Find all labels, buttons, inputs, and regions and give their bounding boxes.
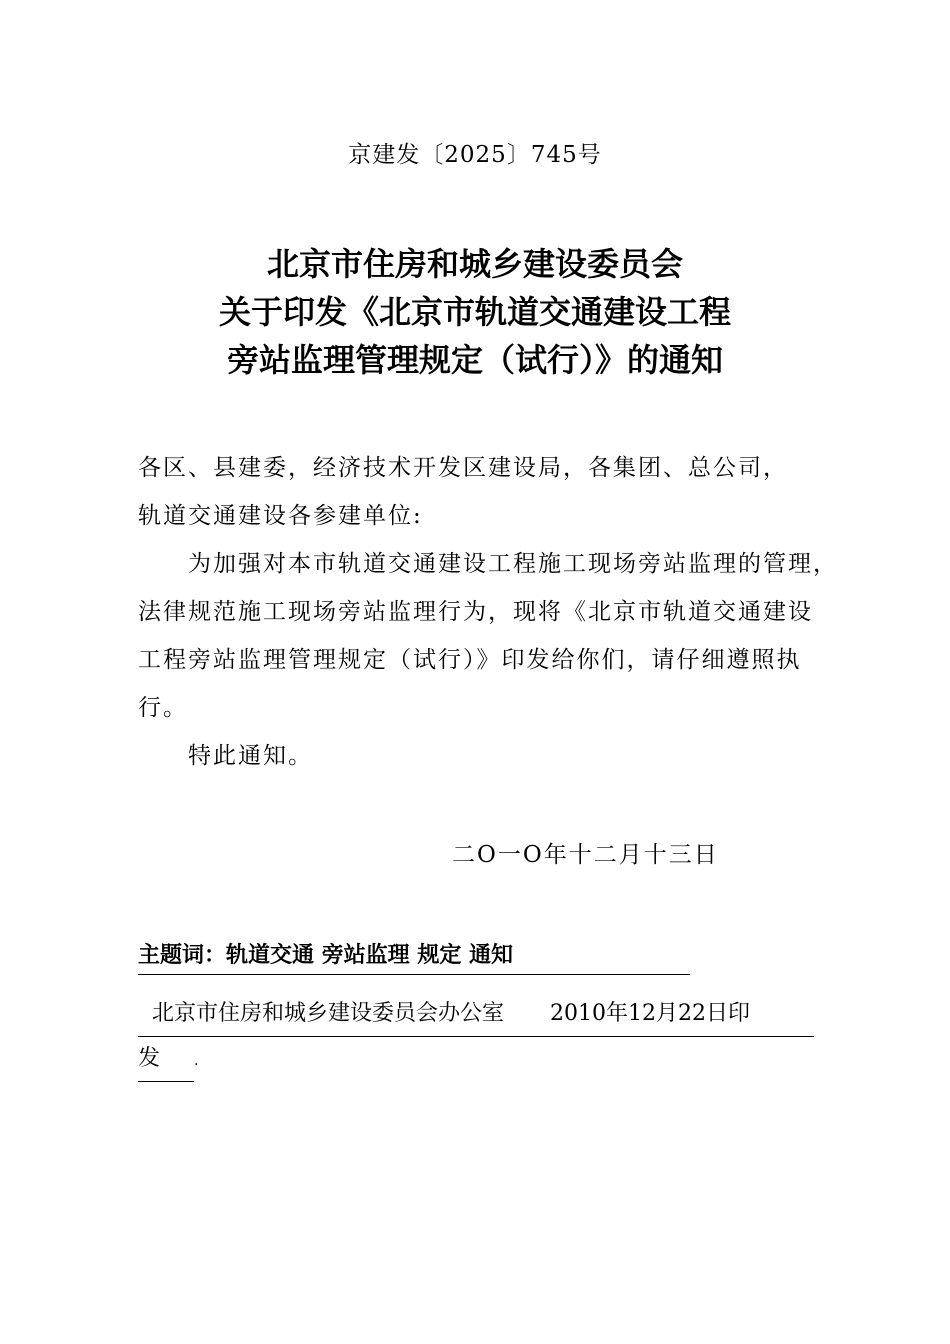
title-line-3: 旁站监理管理规定（试行）》的通知 — [226, 341, 723, 379]
addressee-line-2: 轨道交通建设各参建单位: — [138, 503, 423, 529]
document-number: 京建发〔2025〕745号 — [348, 142, 602, 168]
title-line-2: 关于印发《北京市轨道交通建设工程 — [218, 293, 731, 331]
body-paragraph — [138, 540, 838, 732]
body-line-1: 为加强对本市轨道交通建设工程施工现场旁站监理的管理， — [188, 551, 838, 577]
body-line-4: 行。 — [138, 695, 188, 721]
issuance-info — [138, 992, 828, 1083]
document-title — [0, 240, 950, 384]
body-line-2: 法律规范施工现场旁站监理行为，现将《北京市轨道交通建设 — [138, 599, 813, 625]
closing-text: 特此通知。 — [188, 743, 313, 769]
issuance-row-1 — [138, 992, 814, 1037]
issue-date: 2010年12月22日印 — [550, 1001, 750, 1026]
issuer-name: 北京市住房和城乡建设委员会办公室 — [152, 1001, 505, 1026]
issuance-row-2: 发 — [138, 1037, 194, 1082]
keywords-line: 主题词：轨道交通 旁站监理 规定 通知 — [138, 938, 690, 975]
signature-date: 二O一O年十二月十三日 — [452, 842, 719, 868]
addressee — [138, 444, 838, 540]
body-line-3: 工程旁站监理管理规定（试行）》印发给你们，请仔细遵照执 — [138, 647, 802, 673]
trailing-dot: . — [194, 1053, 199, 1069]
addressee-line-1: 各区、县建委，经济技术开发区建设局，各集团、总公司， — [138, 455, 788, 481]
title-line-1: 北京市住房和城乡建设委员会 — [266, 245, 683, 283]
